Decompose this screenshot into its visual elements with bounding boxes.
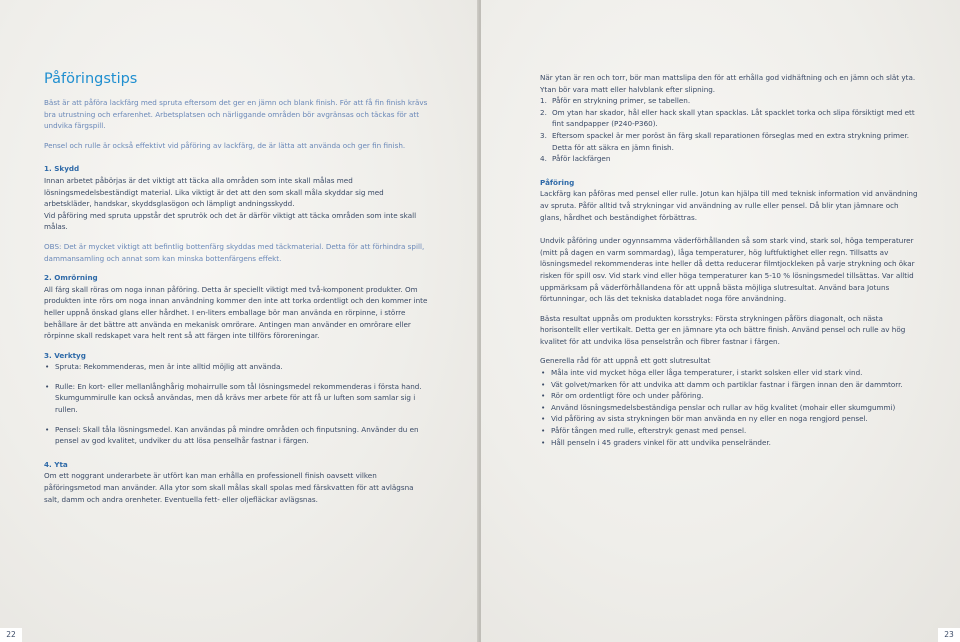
list-item bbox=[540, 153, 920, 165]
bullet-icon: • bbox=[45, 424, 50, 434]
section-heading-protect: 1. Skydd bbox=[44, 164, 80, 174]
step-number: 3. bbox=[540, 130, 547, 140]
left-page bbox=[0, 0, 479, 642]
step-text: Påför lackfärgen bbox=[552, 154, 611, 164]
section-heading-tools: 3. Verktyg bbox=[44, 350, 86, 360]
step-number: 4. bbox=[540, 154, 547, 164]
intro-paragraph: När ytan är ren och torr, bör man mattslipa den för att erhålla god vidhäftning och en jämn och slät yta. Ytan bör vara matt eller halvblank efter slipning. bbox=[540, 73, 916, 94]
intro-paragraph: Bäst är att påföra lackfärg med spruta eftersom det ger en jämn och blank finish. För att få fin finish krävs bra utrustning och erfarenhet. Arbetsplatsen och närliggande områden bör avgränsas och täckas för att undvika färgspill. bbox=[44, 98, 428, 131]
step-number: 2. bbox=[540, 107, 547, 117]
left-page-content bbox=[44, 70, 430, 505]
steps-list bbox=[540, 95, 920, 165]
bullet-icon: • bbox=[541, 368, 546, 378]
bullet-icon: • bbox=[541, 379, 546, 389]
list-item bbox=[540, 130, 920, 153]
bullet-icon: • bbox=[45, 362, 50, 372]
page-number: 22 bbox=[0, 628, 22, 642]
list-item bbox=[44, 361, 430, 373]
bullet-icon: • bbox=[541, 391, 546, 401]
list-item-text: Vid påföring av sista strykningen bör man använda en ny eller en noga rengjord pensel. bbox=[551, 414, 868, 424]
list-item bbox=[540, 390, 920, 402]
page-title: Påföringstips bbox=[44, 71, 138, 87]
list-item-text: Rulle: En kort- eller mellanlånghårig mohairrulle som tål lösningsmedel rekommenderas i första hand. Skumgummirulle kan också användas, men då krävs mer arbete för att få ur luften som samlar sig i rullen. bbox=[55, 381, 422, 415]
advice-list bbox=[540, 367, 920, 448]
list-item-text: Håll penseln i 45 graders vinkel för att undvika penselränder. bbox=[551, 437, 771, 447]
list-item-text: Rör om ordentligt före och under påföring. bbox=[551, 391, 704, 401]
bullet-icon: • bbox=[541, 426, 546, 436]
list-item bbox=[44, 424, 430, 447]
list-item bbox=[540, 425, 920, 437]
section-heading-apply: Påföring bbox=[540, 177, 575, 187]
bullet-icon: • bbox=[541, 402, 546, 412]
list-item bbox=[540, 437, 920, 449]
tools-list bbox=[44, 361, 430, 447]
list-item-text: Påför tången med rulle, efterstryk genast med pensel. bbox=[551, 426, 747, 436]
step-number: 1. bbox=[540, 96, 547, 106]
obs-note: OBS: Det är mycket viktigt att befintlig bottenfärg skyddas med täckmaterial. Detta för att förhindra spill, dammansamling och annat som kan minska bottenfärgens effekt. bbox=[44, 241, 425, 263]
right-page-content bbox=[540, 72, 920, 448]
page-number: 23 bbox=[938, 628, 960, 642]
brush-note: Pensel och rulle är också effektivt vid påföring av lackfärg, de är lätta att använda och ger fin finish. bbox=[44, 140, 406, 150]
list-item bbox=[540, 413, 920, 425]
list-item-text: Vät golvet/marken för att undvika att damm och partiklar fastnar i färgen innan den är dammtorr. bbox=[551, 379, 903, 389]
right-page bbox=[481, 0, 960, 642]
protect-paragraph: Innan arbetet påbörjas är det viktigt att täcka alla områden som inte skall målas med lösningsmedelsbeständigt material. Lika viktigt är det att den som skall måla skyddar sig med arbetskläder, handskar, skyddsglasögon och lämpligt andningsskydd. bbox=[44, 175, 384, 209]
section-heading-advice: Generella råd för att uppnå ett gott slutresultat bbox=[540, 356, 711, 366]
list-item bbox=[540, 379, 920, 391]
list-item bbox=[540, 95, 920, 107]
list-item-text: Spruta: Rekommenderas, men är inte alltid möjlig att använda. bbox=[55, 362, 283, 372]
list-item-text: Använd lösningsmedelsbeständiga penslar och rullar av hög kvalitet (mohair eller skumgummi) bbox=[551, 402, 896, 412]
section-heading-stir: 2. Omrörning bbox=[44, 273, 98, 283]
step-text: Om ytan har skador, hål eller hack skall ytan spacklas. Låt spacklet torka och slipa försiktigt med ett fint sandpapper (P240-P360). bbox=[552, 107, 915, 129]
apply-paragraph: Lackfärg kan påföras med pensel eller rulle. Jotun kan hjälpa till med teknisk information vid användning av spruta. Påför alltid två strykningar vid användning av rulle eller pensel. Då blir ytan jämnare och glans, hårdhet och beständighet förbättras. bbox=[540, 189, 918, 222]
list-item-text: Måla inte vid mycket höga eller låga temperaturer, i starkt solsken eller vid stark vind. bbox=[551, 368, 863, 378]
list-item-text: Pensel: Skall tåla lösningsmedel. Kan användas på mindre områden och finputsning. Använder du en pensel av god kvalitet, undviker du att lösa penselhår fastnar i färgen. bbox=[55, 424, 419, 446]
step-text: Eftersom spackel är mer poröst än färg skall reparationen förseglas med en extra strykning primer. Detta för att säkra en jämn finish. bbox=[552, 130, 910, 152]
step-text: Påför en strykning primer, se tabellen. bbox=[552, 96, 691, 106]
list-item bbox=[540, 367, 920, 379]
surface-paragraph: Om ett noggrant underarbete är utfört kan man erhålla en professionell finish oavsett vilken påföringsmetod man använder. Alla ytor som skall målas skall spolas med färskvatten för att avlägsna salt, damm och andra orenheter. Eventuella fett- eller oljefläckar avlägsnas. bbox=[44, 471, 414, 504]
spray-note: Vid påföring med spruta uppstår det sprutrök och det är därför viktigt att täcka områden som inte skall målas. bbox=[44, 210, 417, 232]
list-item bbox=[44, 381, 430, 416]
section-heading-surface: 4. Yta bbox=[44, 459, 68, 469]
result-paragraph: Bästa resultat uppnås om produkten korsstryks: Första strykningen påförs diagonalt, och nästa horisontellt eller vertikalt. Detta ger en jämnare yta och bättre finish. Använd pensel och rulle av hög kvalitet för att undvika lösa penselstrån och fibrer fastnar i färgen. bbox=[540, 313, 906, 346]
bullet-icon: • bbox=[541, 437, 546, 447]
list-item bbox=[540, 107, 920, 130]
weather-paragraph: Undvik påföring under ogynnsamma väderförhållanden så som stark vind, stark sol, höga temperaturer (mitt på dagen en varm sommardag), låga temperaturer, hög luftfuktighet eller regn. Tillsatts av lösningsmedel rekommenderas inte heller då detta reducerar filmtjockleken på varje strykning och ökar risken för spill osv. Vid stark vind eller höga temperaturer kan 5-10 % lösningsmedel tillsättas. Var alltid uppmärksam på väderförhållandena för att uppnå bästa möjliga slutresultat. Använd bara Jotuns förtunningar, och läs det tekniska databladet noga före användning. bbox=[540, 236, 915, 304]
list-item bbox=[540, 402, 920, 414]
bullet-icon: • bbox=[45, 381, 50, 391]
bullet-icon: • bbox=[541, 414, 546, 424]
stir-paragraph: All färg skall röras om noga innan påföring. Detta är speciellt viktigt med två-komponent produkter. Om produkten inte rörs om noga innan användning kommer den inte att torka ordentligt och den kommer inte heller uppnå önskad glans eller hårdhet. I en-liters emballage bör man använda en rörpinne, i större behållare är det bättre att använda en mekanisk omrörare. Antingen man använder en omrörare eller rörpinne skall redskapet vara helt rent så att färgen inte tillförs föroreningar. bbox=[44, 284, 428, 341]
